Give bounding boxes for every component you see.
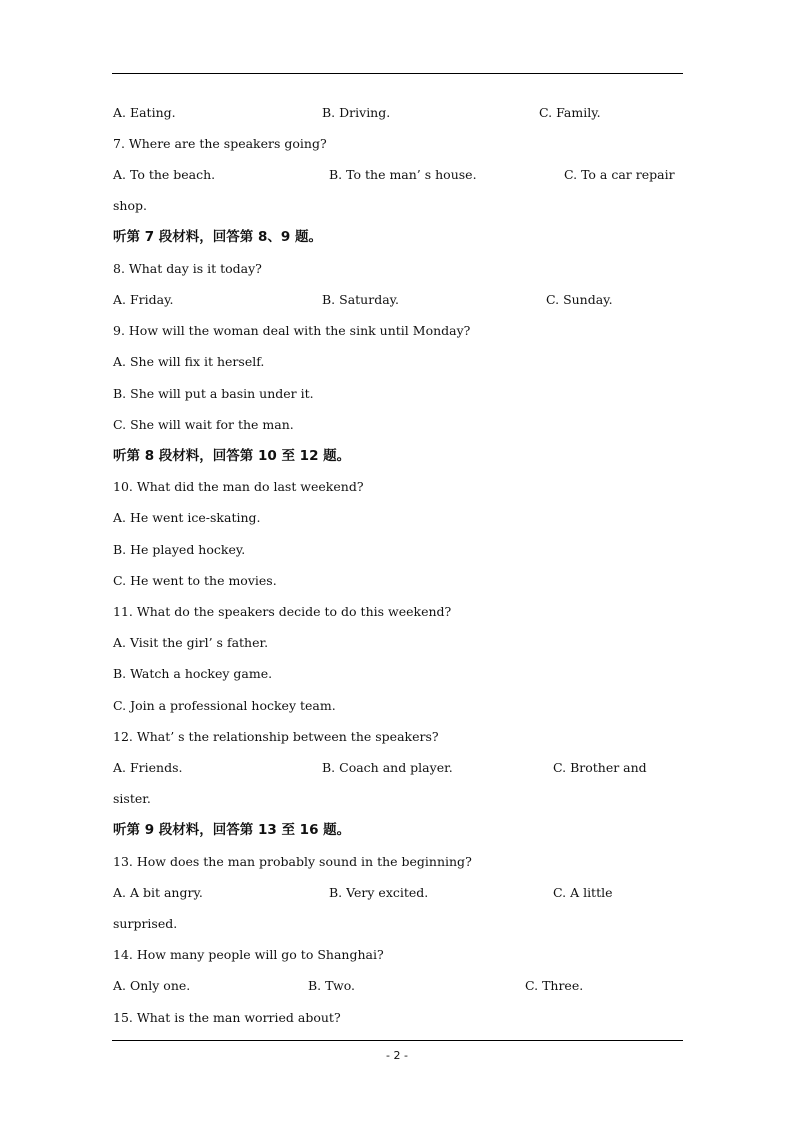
- q13-option-c-continued: surprised.: [113, 916, 178, 931]
- q12-option-a: A. Friends.: [113, 760, 183, 775]
- section-heading-8: 听第 8 段材料，回答第 10 至 12 题。: [113, 448, 351, 464]
- q14-option-b: B. Two.: [308, 978, 356, 993]
- question-10: 10. What did the man do last weekend?: [113, 479, 364, 494]
- q12-option-c: C. Brother and: [553, 760, 647, 775]
- q7-option-c-continued: shop.: [113, 198, 147, 213]
- question-7: 7. Where are the speakers going?: [113, 136, 327, 151]
- q13-option-c: C. A little: [553, 885, 613, 900]
- q8-option-c: C. Sunday.: [546, 292, 613, 307]
- q11-option-b: B. Watch a hockey game.: [113, 666, 273, 681]
- section-heading-7: 听第 7 段材料，回答第 8、9 题。: [113, 229, 322, 245]
- question-8: 8. What day is it today?: [113, 261, 262, 276]
- q13-option-a: A. A bit angry.: [113, 885, 203, 900]
- q10-option-b: B. He played hockey.: [113, 542, 246, 557]
- question-11: 11. What do the speakers decide to do this weekend?: [113, 604, 452, 619]
- q9-option-c: C. She will wait for the man.: [113, 417, 294, 432]
- q6-option-b: B. Driving.: [322, 105, 391, 120]
- q10-option-c: C. He went to the movies.: [113, 573, 277, 588]
- q6-option-a: A. Eating.: [113, 105, 176, 120]
- q13-option-b: B. Very excited.: [329, 885, 429, 900]
- section-heading-9: 听第 9 段材料，回答第 13 至 16 题。: [113, 822, 351, 838]
- q7-option-a: A. To the beach.: [113, 167, 216, 182]
- footer-rule: [112, 1040, 683, 1041]
- q12-option-b: B. Coach and player.: [322, 760, 453, 775]
- q6-option-c: C. Family.: [539, 105, 601, 120]
- q10-option-a: A. He went ice-skating.: [113, 510, 261, 525]
- q14-option-c: C. Three.: [525, 978, 584, 993]
- q11-option-c: C. Join a professional hockey team.: [113, 698, 336, 713]
- q14-option-a: A. Only one.: [113, 978, 191, 993]
- q8-option-b: B. Saturday.: [322, 292, 400, 307]
- page-number: - 2 -: [386, 1049, 408, 1062]
- question-9: 9. How will the woman deal with the sink until Monday?: [113, 323, 471, 338]
- q12-option-c-continued: sister.: [113, 791, 151, 806]
- q7-option-c: C. To a car repair: [564, 167, 675, 182]
- q11-option-a: A. Visit the girl’ s father.: [113, 635, 269, 650]
- header-rule: [112, 73, 683, 74]
- q7-option-b: B. To the man’ s house.: [329, 167, 477, 182]
- question-14: 14. How many people will go to Shanghai?: [113, 947, 384, 962]
- q9-option-a: A. She will fix it herself.: [113, 354, 265, 369]
- q8-option-a: A. Friday.: [113, 292, 174, 307]
- q9-option-b: B. She will put a basin under it.: [113, 386, 314, 401]
- question-12: 12. What’ s the relationship between the speakers?: [113, 729, 439, 744]
- question-13: 13. How does the man probably sound in the beginning?: [113, 854, 472, 869]
- question-15: 15. What is the man worried about?: [113, 1010, 341, 1025]
